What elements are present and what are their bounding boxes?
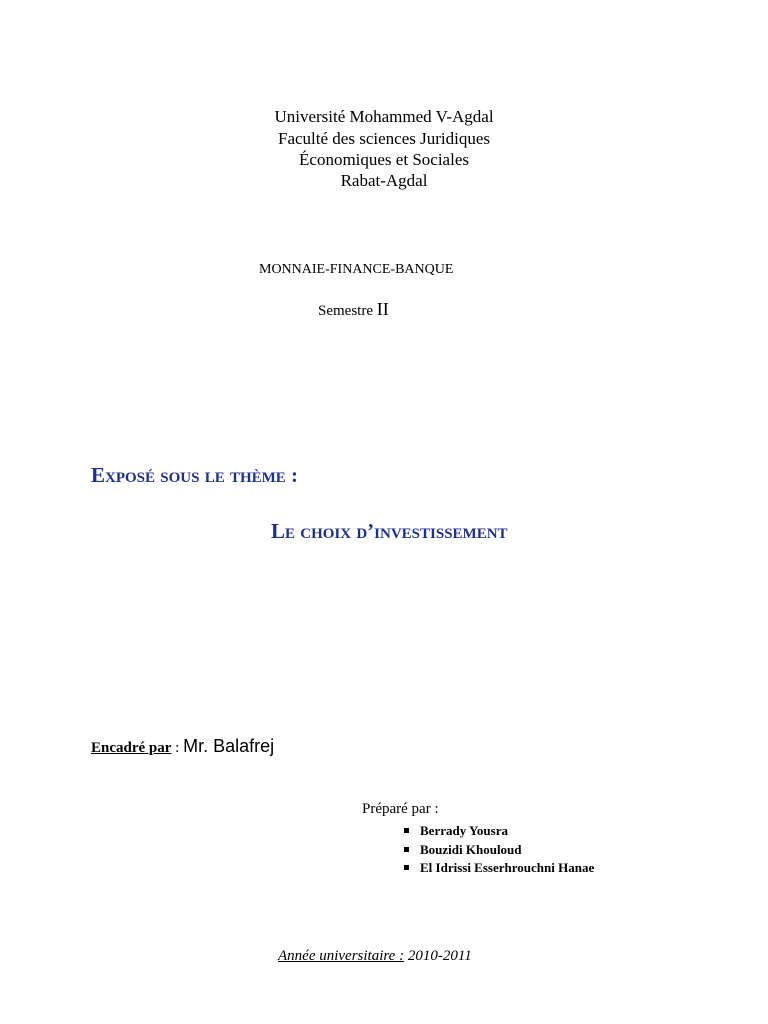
list-item: [404, 859, 594, 878]
academic-year-value: 2010-2011: [404, 948, 472, 964]
semester-label: Semestre: [318, 303, 373, 319]
department-title: MONNAIE-FINANCE-BANQUE: [259, 262, 454, 277]
faculty-name-line-2: Économiques et Sociales: [299, 150, 469, 169]
academic-year-label: Année universitaire :: [278, 948, 405, 964]
author-name: Berrady Yousra: [420, 823, 508, 838]
authors-list: [404, 822, 594, 878]
square-bullet-icon: [404, 828, 409, 833]
academic-year: [278, 948, 472, 965]
theme-title: Le choix d’investissement: [271, 519, 508, 543]
semester: [318, 299, 389, 320]
city-name: Rabat-Agdal: [340, 171, 428, 190]
supervisor-line: [91, 736, 274, 757]
supervisor-label: Encadré par: [91, 740, 172, 756]
prepared-by-label: Préparé par :: [362, 801, 439, 817]
author-name: El Idrissi Esserhrouchni Hanae: [420, 860, 595, 875]
semester-number: II: [376, 299, 389, 319]
supervisor-name: Mr. Balafrej: [183, 736, 275, 756]
square-bullet-icon: [404, 847, 409, 852]
list-item: [404, 841, 594, 860]
list-item: [404, 822, 594, 841]
square-bullet-icon: [404, 865, 409, 870]
supervisor-separator: :: [171, 740, 184, 756]
faculty-name: Faculté des sciences Juridiques: [278, 129, 490, 148]
university-name: Université Mohammed V-Agdal: [274, 107, 494, 126]
theme-label: Exposé sous le thème :: [91, 463, 299, 487]
author-name: Bouzidi Khouloud: [420, 841, 522, 857]
